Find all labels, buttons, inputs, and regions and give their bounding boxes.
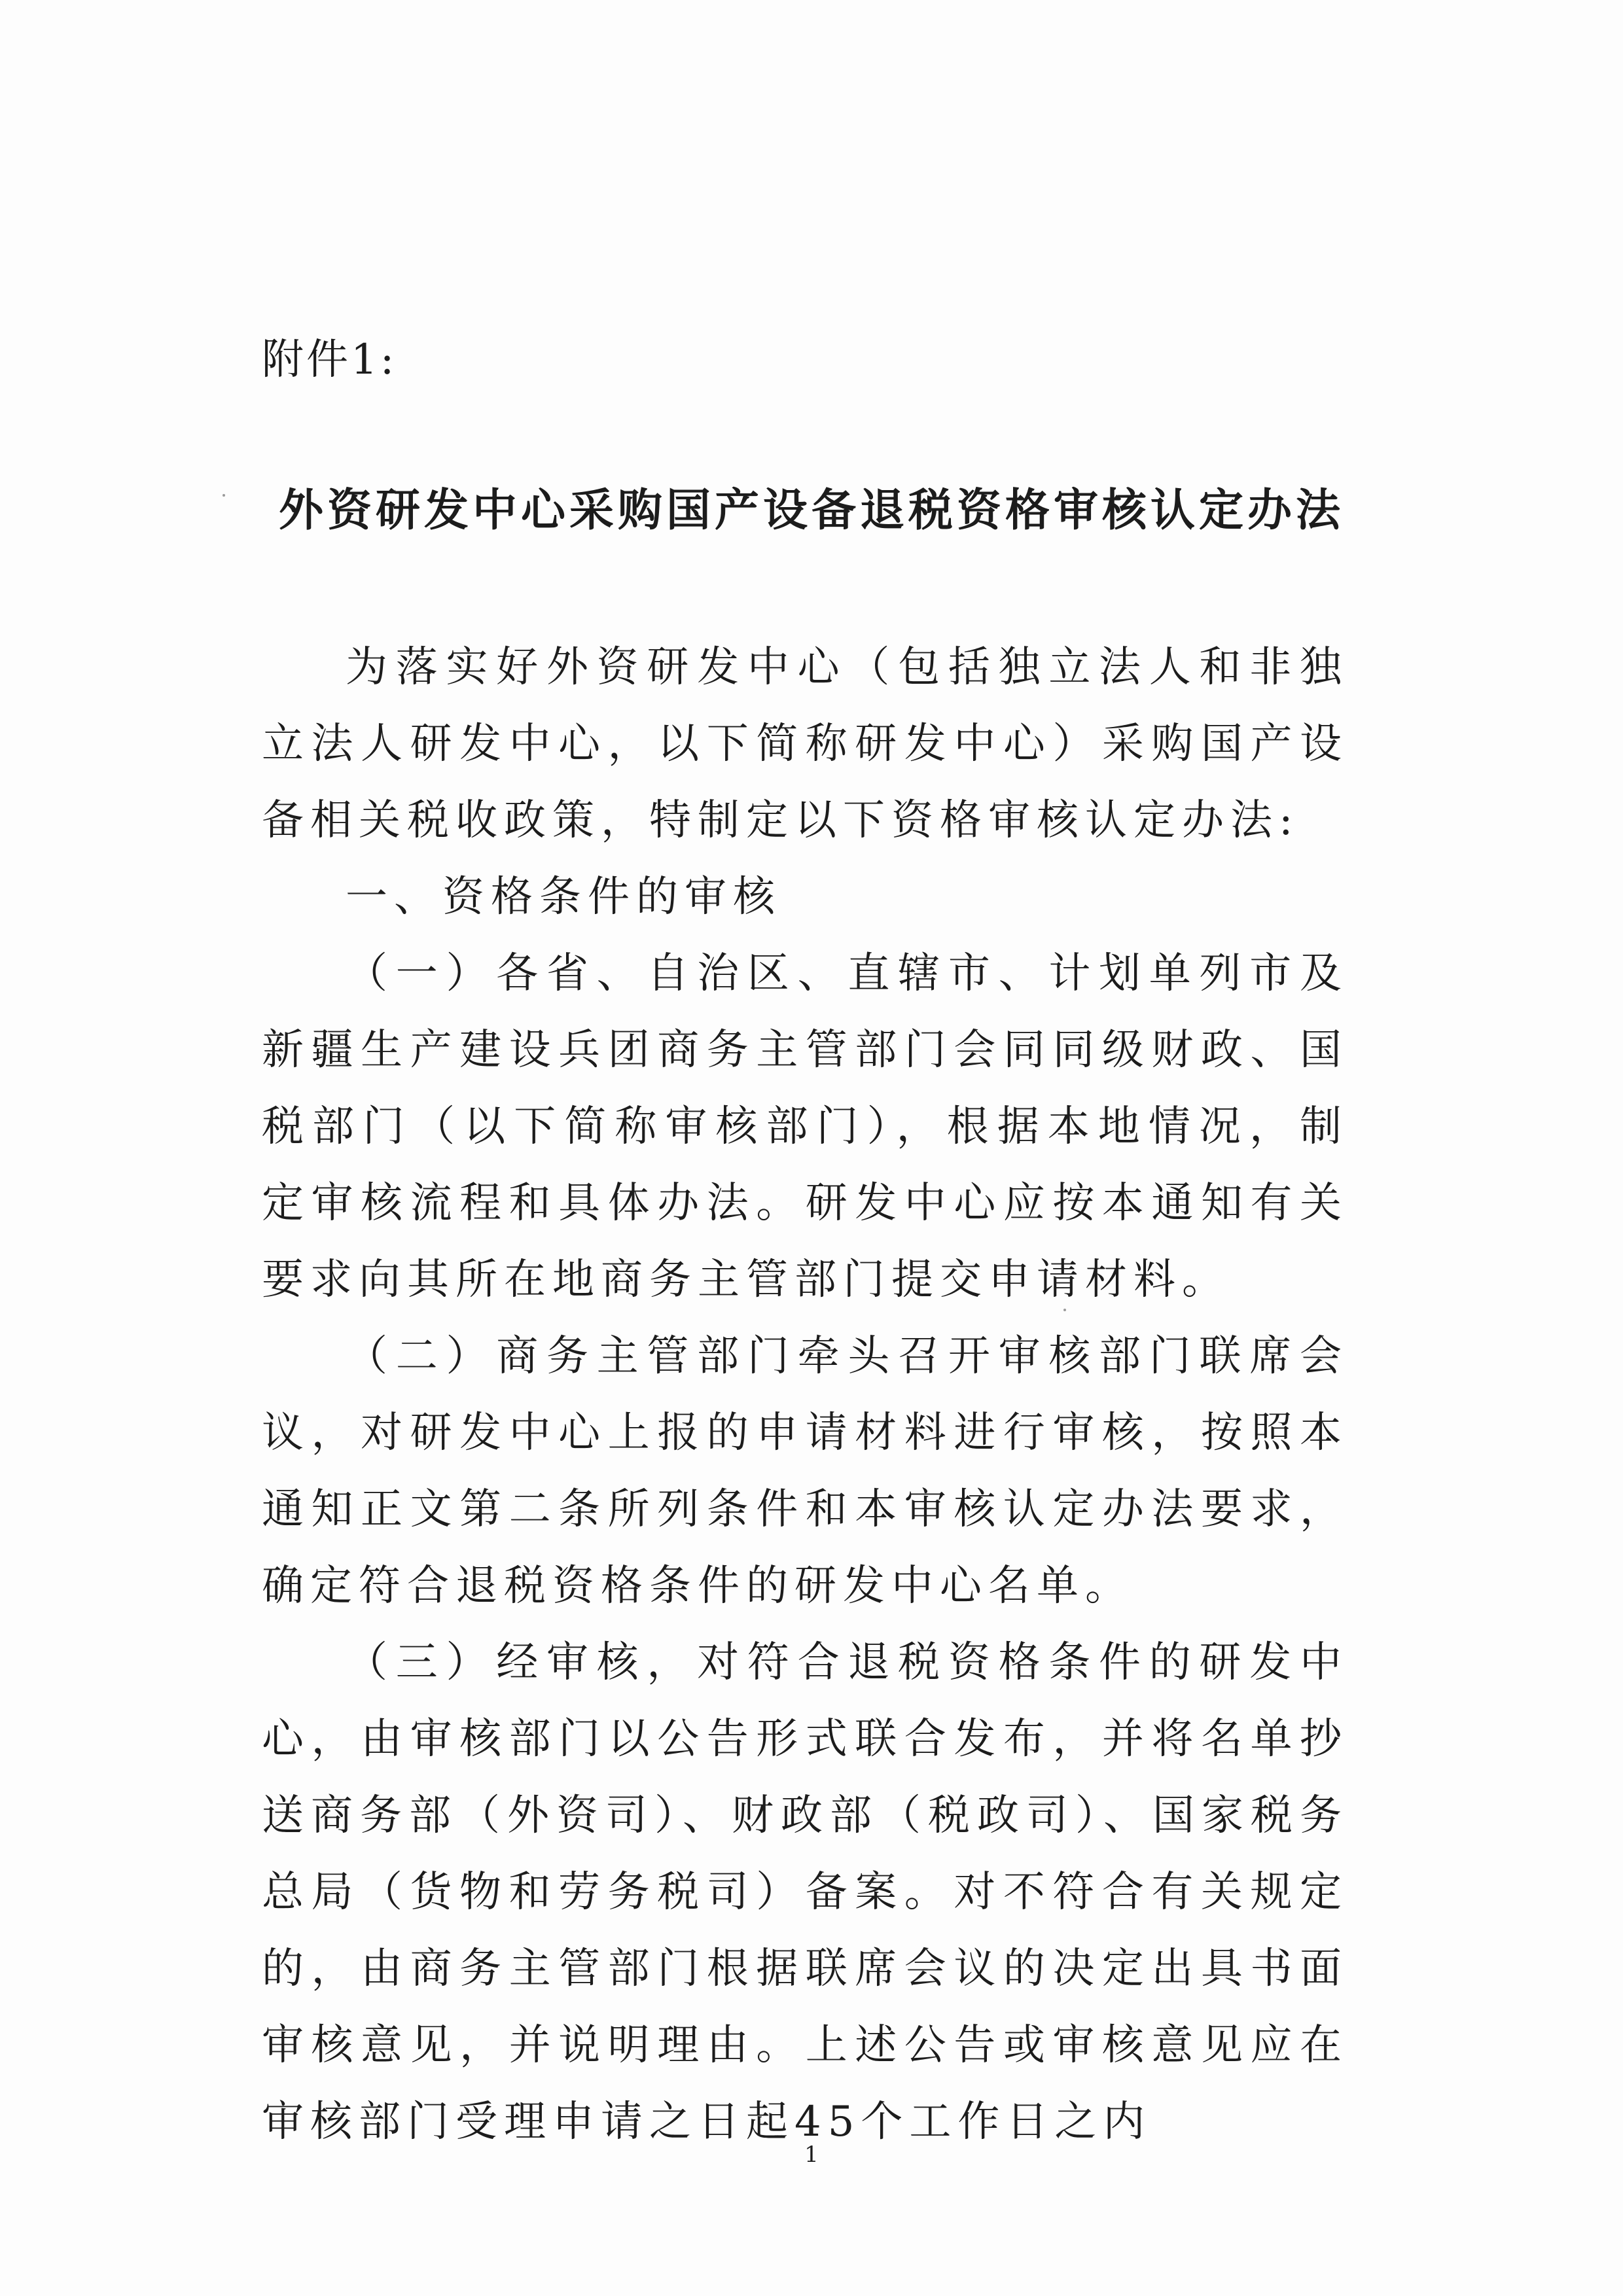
attachment-label: 附件1: — [262, 336, 397, 384]
scan-speck — [1063, 1309, 1066, 1311]
paragraph-intro: 为落实好外资研发中心（包括独立法人和非独立法人研发中心，以下简称研发中心）采购国产设备相关税收政策，特制定以下资格审核认定办法: — [262, 643, 1348, 845]
section-heading-1: 一、资格条件的审核 — [346, 873, 781, 921]
document-body — [262, 629, 1348, 2161]
page-number: 1 — [804, 2142, 819, 2168]
paragraph-item-3: （三）经审核，对符合退税资格条件的研发中心，由审核部门以公告形式联合发布，并将名单抄送商务部（外资司）、财政部（税政司）、国家税务总局（货物和劳务税司）备案。对不符合有关规定的，由商务主管部门根据联席会议的决定出具书面审核意见，并说明理由。上述公告或审核意见应在审核部门受理申请之日起45个工作日之内 — [262, 1638, 1348, 2146]
document-title: 外资研发中心采购国产设备退税资格审核认定办法 — [278, 484, 1344, 537]
scan-speck — [223, 494, 225, 497]
paragraph-item-2: （二）商务主管部门牵头召开审核部门联席会议，对研发中心上报的申请材料进行审核，按照本通知正文第二条所列条件和本审核认定办法要求，确定符合退税资格条件的研发中心名单。 — [262, 1332, 1348, 1610]
paragraph-item-1: （一）各省、自治区、直辖市、计划单列市及新疆生产建设兵团商务主管部门会同同级财政、国税部门（以下简称审核部门），根据本地情况，制定审核流程和具体办法。研发中心应按本通知有关要求向其所在地商务主管部门提交申请材料。 — [262, 949, 1348, 1304]
